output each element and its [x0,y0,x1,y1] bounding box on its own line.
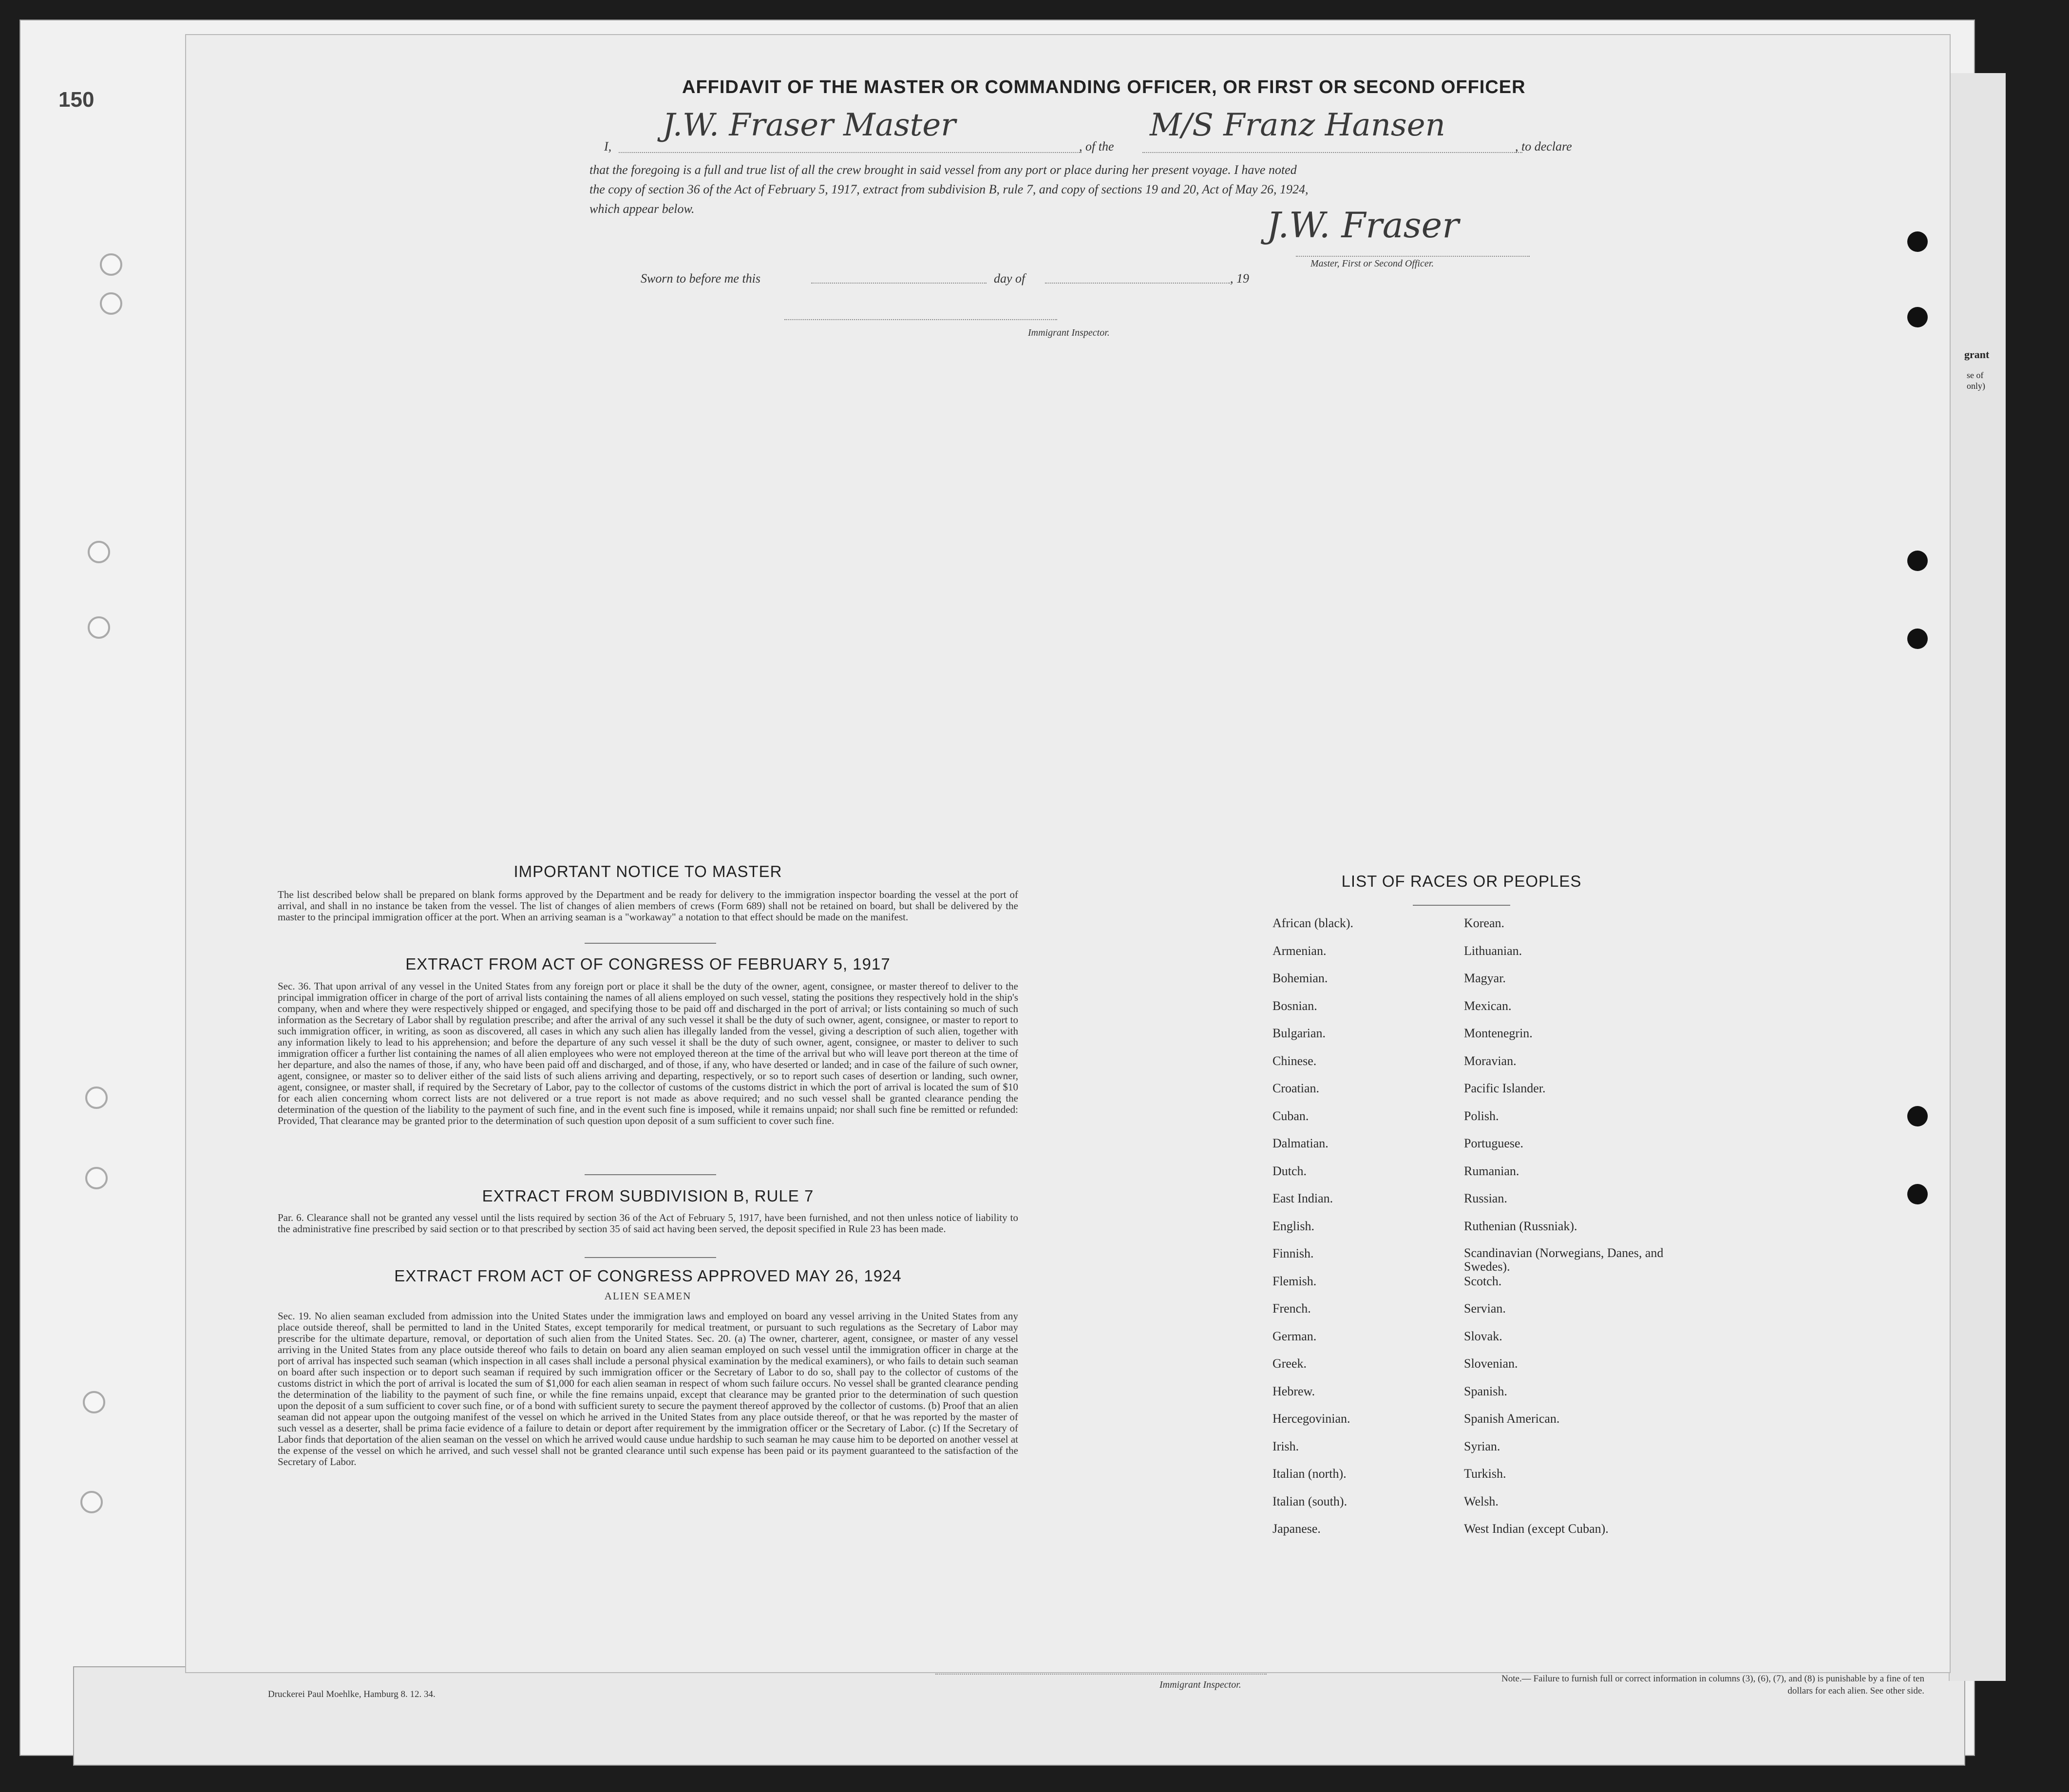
month-line [1045,283,1230,284]
race-item: English. [1272,1219,1314,1233]
race-item: French. [1272,1301,1311,1315]
extract-1917-title: EXTRACT FROM ACT OF CONGRESS OF FEBRUARY 5, 1917 [405,955,891,973]
binding-hole [88,616,110,639]
race-item: Irish. [1272,1439,1299,1453]
race-item: Korean. [1464,916,1505,930]
sworn-day-line [811,283,987,284]
race-item: Magyar. [1464,971,1506,985]
strip-text-1: grant [1964,348,1990,361]
affidavit-line-2: that the foregoing is a full and true list of all the crew brought in said vessel from any port or place during her present voyage. I have noted [589,163,1297,177]
races-title-rule [1413,905,1510,906]
inspector-caption: Immigrant Inspector. [1028,327,1110,338]
race-item: Cuban. [1272,1108,1309,1123]
affidavit-title: AFFIDAVIT OF THE MASTER OR COMMANDING OFFICER, OR FIRST OR SECOND OFFICER [682,77,1526,97]
race-item: Flemish. [1272,1274,1317,1288]
divider [585,1174,716,1175]
race-item: Hercegovinian. [1272,1411,1350,1426]
race-item: Greek. [1272,1356,1307,1371]
punch-hole [1907,629,1928,649]
race-item: German. [1272,1329,1317,1343]
affidavit-line-3: the copy of section 36 of the Act of February 5, 1917, extract from subdivision B, rule 7, and copy of sections 19 and 20, Act of May 26, 1924, [589,182,1309,196]
punch-hole [1907,1106,1928,1126]
punch-hole [1907,551,1928,571]
binding-hole [88,541,110,563]
race-item: East Indian. [1272,1191,1333,1205]
binding-hole [83,1391,105,1413]
divider [585,943,716,944]
race-item: Portuguese. [1464,1136,1524,1150]
handwritten-vessel: M/S Franz Hansen [1150,107,1445,143]
signature-caption: Master, First or Second Officer. [1310,258,1434,269]
strip-text-2: se of [1967,370,1984,380]
extract-1924-text: Sec. 19. No alien seaman excluded from admission into the United States under the immigration laws and employed on board any vessel arriving in the United States from any place outside thereof, shall be permitted to land in the United States, except temporarily for medical treatment, or pursuant to such regulations as the Secretary of Labor may prescribe for the ultimate departure, removal, or deportation of such alien from the United States. Sec. 20. (a) The owner, charterer, agent, consignee, or master of any vessel arriving in the United States from any place outside thereof who fails to detain on board any alien seaman employed on such vessel until the immigration officer in charge at the port of arrival has inspected such seaman (which inspection in all cases shall include a personal physical examination by the medical examiners), or who fails to detain such seaman on board after such inspection or to deport such seaman if required by such immigration officer or the Secretary of Labor to do so, shall pay to the collector of customs of the customs district in which the port of arrival is located the sum of $1,000 for each alien seaman in respect of whom such failure occurs. No vessel shall be granted clearance pending the determination of the liability to the payment of such fine, or while the fine remains unpaid, except that clearance may be granted prior to the determination of such question upon the deposit of a sum sufficient to cover such fine, or of a bond with sufficient surety to secure the payment thereof approved by the collector of customs. (b) Proof that an alien seaman did not appear upon the outgoing manifest of the vessel on which he arrived in the United States from any place outside thereof, or that he was reported by the master of such vessel as a deserter, shall be prima facie evidence of a failure to detain or deport after requirement by the immigration officer or the Secretary of Labor. (c) If the Secretary of Labor finds that deportation of the alien seaman on the vessel on which he arrived would cause undue hardship to such seaman he may cause him to be deported on another vessel at the expense of the vessel on which he arrived, and such vessel shall not be granted clearance until such expense has been paid or its payment guaranteed to the satisfaction of the Secretary of Labor. [278,1310,1018,1468]
year-label: , 19 [1230,271,1249,286]
extract-1924-subtitle: ALIEN SEAMEN [604,1290,692,1302]
affidavit-line-4: which appear below. [589,202,695,216]
race-item: Rumanian. [1464,1163,1519,1178]
name-line [619,152,1082,153]
race-item: Spanish. [1464,1384,1507,1398]
vessel-line [1142,152,1522,153]
binding-hole [100,253,122,276]
binding-hole [80,1491,103,1513]
race-item: Polish. [1464,1108,1499,1123]
signature-line [1296,256,1530,257]
race-item: Croatian. [1272,1081,1320,1095]
race-item: West Indian (except Cuban). [1464,1522,1609,1536]
race-item: Russian. [1464,1191,1507,1205]
race-item: Japanese. [1272,1522,1321,1536]
races-title: LIST OF RACES OR PEOPLES [1341,872,1582,890]
race-item: Hebrew. [1272,1384,1315,1398]
race-item: Welsh. [1464,1494,1499,1508]
rule7-text: Par. 6. Clearance shall not be granted any vessel until the lists required by section 36 of the Act of February 5, 1917, have been furnished, and not then unless notice of liability to the administrative fine prescribed by said section or to that prescribed by section 35 of said act having been served, the deposit specified in Rule 23 has been made. [278,1212,1018,1235]
race-item: Slovenian. [1464,1356,1518,1371]
notice-text: The list described below shall be prepared on blank forms approved by the Department and be ready for delivery to the immigration inspector boarding the vessel at the port of arrival, and shall in no instance be taken from the vessel. The list of changes of alien members of crews (Form 689) shall not be retained on board, but shall be delivered by the master to the principal immigration officer at the port. When an arriving seaman is a "workaway" a notation to that effect should be made on the manifest. [278,889,1018,923]
divider [585,1257,716,1258]
race-item: Italian (north). [1272,1467,1347,1481]
punch-hole [1907,1184,1928,1204]
rule7-title: EXTRACT FROM SUBDIVISION B, RULE 7 [482,1187,814,1205]
race-item: African (black). [1272,916,1354,930]
printer-imprint: Druckerei Paul Moehlke, Hamburg 8. 12. 34. [268,1689,436,1699]
notice-title: IMPORTANT NOTICE TO MASTER [513,862,782,880]
page-number: 150 [58,88,95,112]
race-item: Dutch. [1272,1163,1307,1178]
race-item: Moravian. [1464,1053,1517,1068]
strip-text-3: only) [1967,381,1985,391]
race-item: Lithuanian. [1464,943,1522,958]
inspector-line [784,319,1057,320]
race-item: Armenian. [1272,943,1327,958]
sworn-label: Sworn to before me this [641,271,761,286]
race-item: Montenegrin. [1464,1026,1533,1040]
race-item: Scandinavian (Norwegians, Danes, and Swedes). [1464,1246,1664,1274]
race-item: Pacific Islander. [1464,1081,1546,1095]
race-item: Dalmatian. [1272,1136,1329,1150]
race-item: Slovak. [1464,1329,1502,1343]
extract-1924-title: EXTRACT FROM ACT OF CONGRESS APPROVED MAY 26, 1924 [394,1267,902,1285]
race-item: Servian. [1464,1301,1506,1315]
race-item: Turkish. [1464,1467,1506,1481]
footer-inspector-caption: Immigrant Inspector. [1159,1679,1241,1690]
punch-hole [1907,307,1928,327]
race-item: Mexican. [1464,998,1512,1013]
race-item: Finnish. [1272,1246,1314,1260]
day-of-label: day of [994,271,1025,286]
race-item: Italian (south). [1272,1494,1348,1508]
binding-hole [85,1167,108,1189]
race-item: Scotch. [1464,1274,1502,1288]
binding-hole [100,292,122,315]
race-item: Chinese. [1272,1053,1317,1068]
punch-hole [1907,231,1928,252]
race-item: Bulgarian. [1272,1026,1326,1040]
race-item: Spanish American. [1464,1411,1560,1426]
affidavit-of-the: , of the [1079,139,1114,153]
footer-inspector-line [935,1674,1267,1675]
extract-1917-text: Sec. 36. That upon arrival of any vessel in the United States from any foreign port or place it shall be the duty of the owner, agent, consignee, or master thereof to deliver to the principal immigration officer in charge of the port of arrival lists containing the names of all aliens employed on such vessel, stating the positions they respectively hold in the ship's company, when and where they were respectively shipped or engaged, and specifying those to be paid off and discharged in the port of arrival; or lists containing so much of such information as the Secretary of Labor shall by regulation prescribe; and after the arrival of any such vessel it shall be the duty of such owner, agent, consignee, or master to report to such immigration officer, in writing, as soon as discovered, all cases in which any such alien has illegally landed from the vessel, giving a description of such alien, together with any information likely to lead to his apprehension; and before the departure of any such vessel it shall be the duty of such owner, agent, consignee, or master to deliver to such immigration officer a further list containing the names of all alien employees who were not employed thereon at the time of the arrival but who will leave port thereon at the time of her departure, and also the names of those, if any, who have been paid off and discharged, and of those, if any, who have deserted or landed; and in case of the failure of such owner, agent, consignee, or master so to deliver either of the said lists of such aliens arriving and departing, respectively, or so to report such cases of desertion or landing, such owner, agent, consignee, or master shall, if required by the Secretary of Labor, pay to the collector of customs of the customs district in which the port of arrival is located the sum of $10 for each alien concerning whom correct lists are not delivered or a true report is not made as above required; and no such vessel shall be granted clearance pending the determination of the question of the liability to the payment of such fine, and in the event such fine is imposed, while it remains unpaid; nor shall such fine be remitted or refunded: Provided, That clearance may be granted prior to the determination of such question upon deposit of a sum sufficient to cover such fine. [278,980,1018,1126]
race-item: Bosnian. [1272,998,1317,1013]
handwritten-name: J.W. Fraser Master [663,107,956,143]
affidavit-to-declare: , to declare [1515,139,1572,153]
master-signature: J.W. Fraser [1267,205,1459,246]
affidavit-i: I, [604,139,612,153]
right-page-strip [1949,73,2006,1681]
footer-note: Note.— Failure to furnish full or correct information in columns (3), (6), (7), and (8) is punishable by a fine of ten dollars for each alien. See other side. [1501,1674,1924,1696]
race-item: Syrian. [1464,1439,1500,1453]
race-item: Ruthenian (Russniak). [1464,1219,1577,1233]
race-item: Bohemian. [1272,971,1328,985]
binding-hole [85,1087,108,1109]
